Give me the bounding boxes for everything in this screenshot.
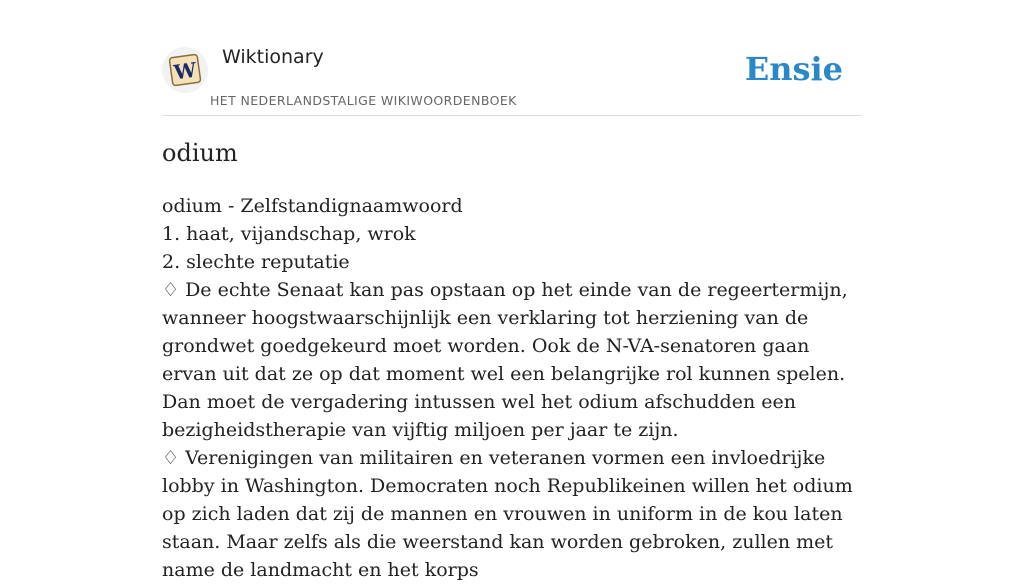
site-name[interactable]: Wiktionary	[222, 46, 324, 68]
logo-tile-icon	[162, 47, 208, 93]
entry-content	[162, 192, 862, 584]
definition-2: 2. slechte reputatie	[162, 251, 350, 273]
logo-letter: W	[172, 57, 198, 85]
entry-title: odium	[162, 139, 238, 167]
example-1: ♢ De echte Senaat kan pas opstaan op het einde van de regeertermijn, wanneer hoogstwaarschijnlijk een verklaring tot herziening van de grondwet goedgekeurd moet worden. Ook de N-VA-senatoren gaan ervan uit dat ze op dat moment wel een belangrijke rol kunnen spelen. Dan moet de vergadering intussen wel het odium afschudden een bezigheidstherapie van vijftig miljoen per jaar te zijn.	[162, 279, 848, 441]
ensie-brand-link[interactable]: Ensie	[744, 50, 843, 88]
entry-word-class: odium - Zelfstandignaamwoord	[162, 195, 463, 217]
header-divider	[162, 115, 862, 116]
wiktionary-logo[interactable]	[162, 47, 208, 93]
site-tagline: HET NEDERLANDSTALIGE WIKIWOORDENBOEK	[210, 93, 517, 108]
example-2: ♢ Verenigingen van militairen en veteranen vormen een invloedrijke lobby in Washington. Democraten noch Republikeinen willen het odium op zich laden dat zij de mannen en vrouwen in uniform in de kou laten staan. Maar zelfs als die weerstand kan worden gebroken, zullen met name de landmacht en het korps	[162, 447, 853, 581]
definition-1: 1. haat, vijandschap, wrok	[162, 223, 416, 245]
